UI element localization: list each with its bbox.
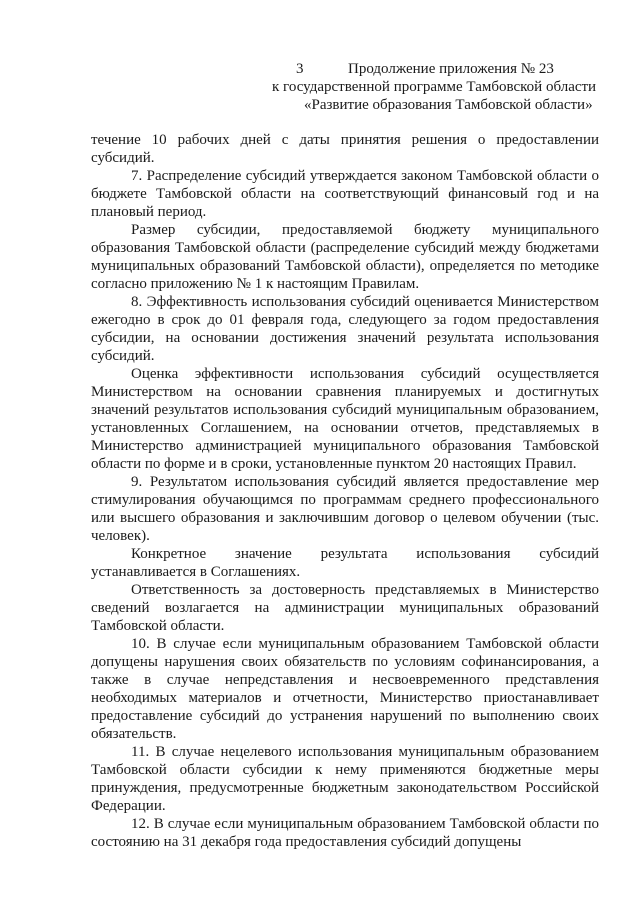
- paragraph-8: 8. Эффективность использования субсидий оценивается Министерством ежегодно в срок до 01 февраля года, следующего за годом предоставления субсидии, на основании достижения значений результата использования субсидий.: [91, 294, 599, 364]
- paragraph-subsidy-size: Размер субсидии, предоставляемой бюджету муниципального образования Тамбовской области (распределение субсидий между бюджетами муниципальных образований Тамбовской области), определяется по методике согласно приложению № 1 к настоящим Правилам.: [91, 222, 599, 292]
- document-body: [91, 131, 599, 851]
- paragraph-continuation: течение 10 рабочих дней с даты принятия решения о предоставлении субсидий.: [91, 132, 599, 166]
- paragraph-result-value: Конкретное значение результата использования субсидий устанавливается в Соглашениях.: [91, 546, 599, 580]
- page-number: 3: [296, 61, 304, 77]
- paragraph-efficiency-assessment: Оценка эффективности использования субсидий осуществляется Министерством на основании сравнения планируемых и достигнутых значений результатов использования субсидий муниципальным образованием, установленных Соглашением, на основании отчетов, представляемых в Министерство администрацией муниципального образования Тамбовской области по форме и в сроки, установленные пунктом 20 настоящих Правил.: [91, 366, 599, 472]
- program-reference: к государственной программе Тамбовской области: [272, 79, 597, 95]
- paragraph-12: 12. В случае если муниципальным образованием Тамбовской области по состоянию на 31 декабря года предоставления субсидий допущены: [91, 816, 599, 850]
- paragraph-10: 10. В случае если муниципальным образованием Тамбовской области допущены нарушения своих обязательств по условиям софинансирования, а также в случае непредставления и несвоевременного представления необходимых материалов и отчетности, Министерство приостанавливает предоставление субсидий до устранения нарушений по выполнению своих обязательств.: [91, 636, 599, 742]
- paragraph-11: 11. В случае нецелевого использования муниципальным образованием Тамбовской области субсидии к нему применяются бюджетные меры принуждения, предусмотренные бюджетным законодательством Российской Федерации.: [91, 744, 599, 814]
- program-name: «Развитие образования Тамбовской области»: [304, 97, 593, 113]
- paragraph-7: 7. Распределение субсидий утверждается законом Тамбовской области о бюджете Тамбовской области на соответствующий финансовый год и на плановый период.: [91, 168, 599, 220]
- paragraph-9: 9. Результатом использования субсидий является предоставление мер стимулирования обучающимся по программам среднего профессионального или высшего образования и заключившим договор о целевом обучении (тыс. человек).: [91, 474, 599, 544]
- appendix-title: Продолжение приложения № 23: [348, 61, 554, 77]
- paragraph-responsibility: Ответственность за достоверность представляемых в Министерство сведений возлагается на администрации муниципальных образований Тамбовской области.: [91, 582, 599, 634]
